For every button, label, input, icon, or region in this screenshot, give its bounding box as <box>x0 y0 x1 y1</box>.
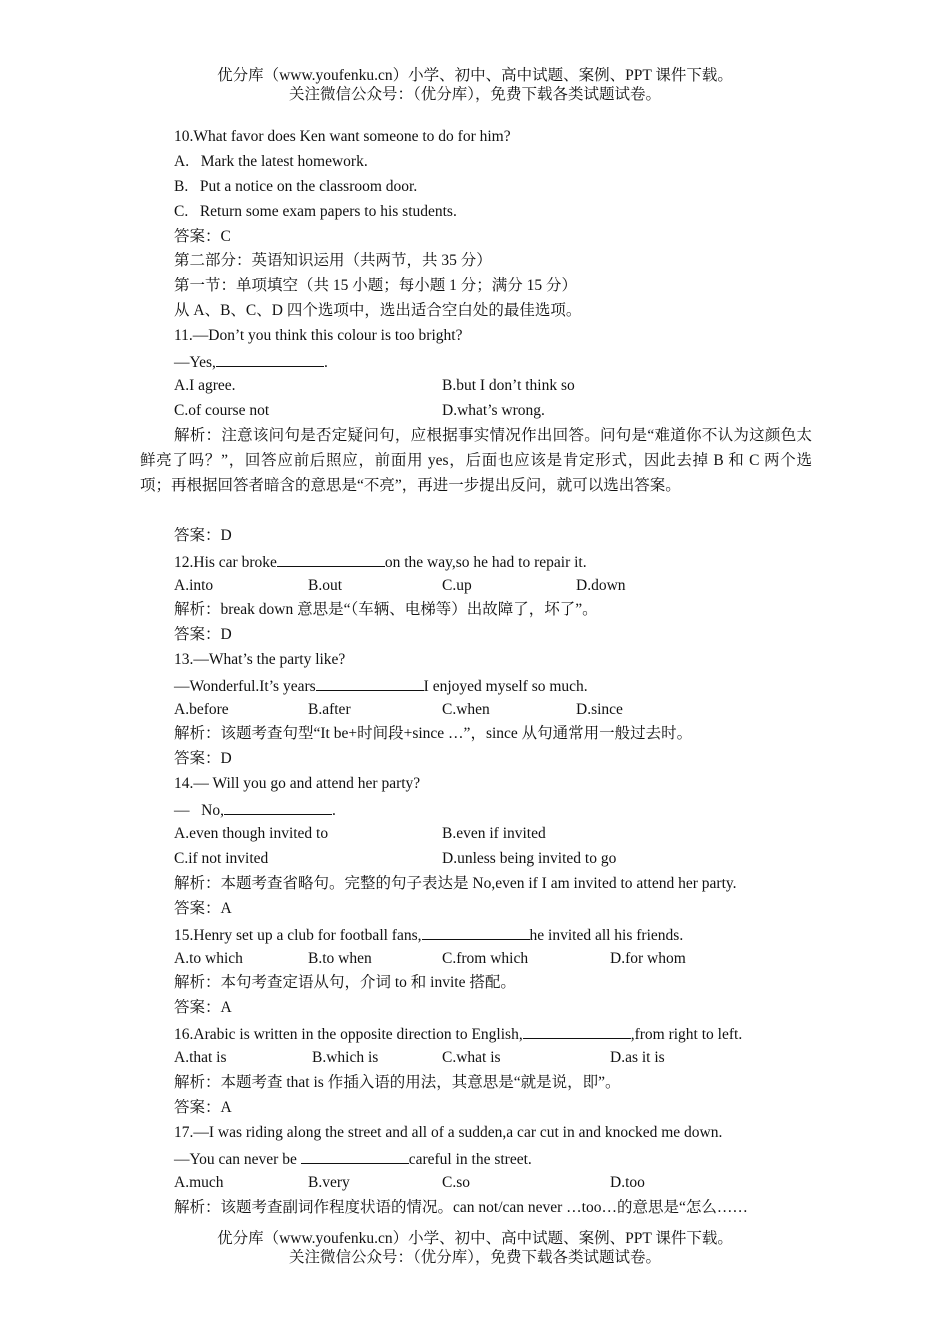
q12-option-a: A.into <box>174 577 214 594</box>
q11-answer: 答案：D <box>174 527 232 544</box>
q15-option-c: C.from which <box>442 950 529 967</box>
q11-option-c: C.of course not <box>174 402 270 419</box>
q12-stem: 12.His car broke on the way,so he had to repair it. <box>174 551 587 573</box>
q15-stem: 15.Henry set up a club for football fans, he invited all his friends. <box>174 924 683 946</box>
header-line-2: 关注微信公众号：（优分库），免费下载各类试题试卷。 <box>288 86 661 103</box>
q11-analysis: 解析：注意该问句是否定疑问句，应根据事实情况作出回答。问句是“难道你不认为这颜色太鲜亮了吗？”，回答应前后照应，前面用 yes，后面也应该是肯定形式，因此去掉 B 和 C 两个选项；再根据回答者暗含的意思是“不亮”，再进一步提出反问，就可以选出答案。 <box>140 427 812 494</box>
q17-reply: —You can never be careful in the street. <box>174 1148 532 1170</box>
blank <box>316 675 424 691</box>
q14-option-b: B.even if invited <box>442 825 546 842</box>
q15-option-d: D.for whom <box>610 950 686 967</box>
q13-option-d: D.since <box>576 701 623 718</box>
part2-instruction: 从 A、B、C、D 四个选项中，选出适合空白处的最佳选项。 <box>174 302 582 319</box>
q11-option-b: B.but I don’t think so <box>442 377 575 394</box>
q11-option-d: D.what’s wrong. <box>442 402 545 419</box>
q17-option-a: A.much <box>174 1174 224 1191</box>
q17-option-c: C.so <box>442 1174 470 1191</box>
q13-answer: 答案：D <box>174 750 232 767</box>
q17-option-d: D.too <box>610 1174 645 1191</box>
q16-option-b: B.which is <box>312 1049 379 1066</box>
part2-title: 第二部分：英语知识运用（共两节，共 35 分） <box>174 252 492 269</box>
q16-analysis: 解析：本题考查 that is 作插入语的用法，其意思是“就是说，即”。 <box>174 1074 621 1091</box>
q14-stem: 14.— Will you go and attend her party? <box>174 775 421 792</box>
footer-line-2: 关注微信公众号：（优分库），免费下载各类试题试卷。 <box>288 1249 661 1266</box>
q17-analysis: 解析：该题考查副词作程度状语的情况。can not/can never …too…的意思是“怎么…… <box>174 1199 748 1216</box>
q13-option-b: B.after <box>308 701 351 718</box>
q17-option-b: B.very <box>308 1174 350 1191</box>
blank <box>422 924 530 940</box>
q11-stem: 11.—Don’t you think this colour is too bright? <box>174 327 463 344</box>
q13-stem: 13.—What’s the party like? <box>174 651 346 668</box>
q16-option-a: A.that is <box>174 1049 227 1066</box>
q16-option-c: C.what is <box>442 1049 501 1066</box>
footer-line-1: 优分库（www.youfenku.cn）小学、初中、高中试题、案例、PPT 课件下载。 <box>217 1230 733 1247</box>
q13-option-c: C.when <box>442 701 490 718</box>
blank <box>216 351 324 367</box>
q10-stem: 10.What favor does Ken want someone to do for him? <box>174 128 511 145</box>
q15-option-a: A.to which <box>174 950 243 967</box>
q11-option-a: A.I agree. <box>174 377 236 394</box>
blank <box>224 799 332 815</box>
q13-option-a: A.before <box>174 701 229 718</box>
q14-option-d: D.unless being invited to go <box>442 850 617 867</box>
q12-answer: 答案：D <box>174 626 232 643</box>
blank <box>277 551 385 567</box>
q14-answer: 答案：A <box>174 900 232 917</box>
q14-option-a: A.even though invited to <box>174 825 329 842</box>
q13-reply: —Wonderful.It’s years I enjoyed myself so much. <box>174 675 588 697</box>
q15-analysis: 解析：本句考查定语从句，介词 to 和 invite 搭配。 <box>174 974 516 991</box>
q12-analysis: 解析：break down 意思是“（车辆、电梯等）出故障了，坏了”。 <box>174 601 598 618</box>
part2-section1: 第一节：单项填空（共 15 小题；每小题 1 分；满分 15 分） <box>174 277 578 294</box>
q10-option-b: B. Put a notice on the classroom door. <box>174 178 418 195</box>
q17-stem: 17.—I was riding along the street and all of a sudden,a car cut in and knocked me down. <box>174 1124 723 1141</box>
q15-option-b: B.to when <box>308 950 372 967</box>
q10-option-c: C. Return some exam papers to his students. <box>174 203 457 220</box>
blank <box>301 1148 409 1164</box>
q14-option-c: C.if not invited <box>174 850 269 867</box>
q16-answer: 答案：A <box>174 1099 232 1116</box>
q16-stem: 16.Arabic is written in the opposite direction to English, ,from right to left. <box>174 1023 742 1045</box>
q12-option-b: B.out <box>308 577 343 594</box>
q13-analysis: 解析：该题考查句型“It be+时间段+since …”，since 从句通常用一般过去时。 <box>174 725 693 742</box>
q10-answer: 答案：C <box>174 228 231 245</box>
blank <box>523 1023 631 1039</box>
q15-answer: 答案：A <box>174 999 232 1016</box>
q16-option-d: D.as it is <box>610 1049 665 1066</box>
header-line-1: 优分库（www.youfenku.cn）小学、初中、高中试题、案例、PPT 课件下载。 <box>217 67 733 84</box>
q12-option-c: C.up <box>442 577 472 594</box>
q11-reply: —Yes, . <box>174 351 328 373</box>
q14-analysis: 解析：本题考查省略句。完整的句子表达是 No,even if I am invited to attend her party. <box>174 875 737 892</box>
q12-option-d: D.down <box>576 577 626 594</box>
q10-option-a: A. Mark the latest homework. <box>174 153 368 170</box>
q14-reply: — No, . <box>174 799 336 821</box>
